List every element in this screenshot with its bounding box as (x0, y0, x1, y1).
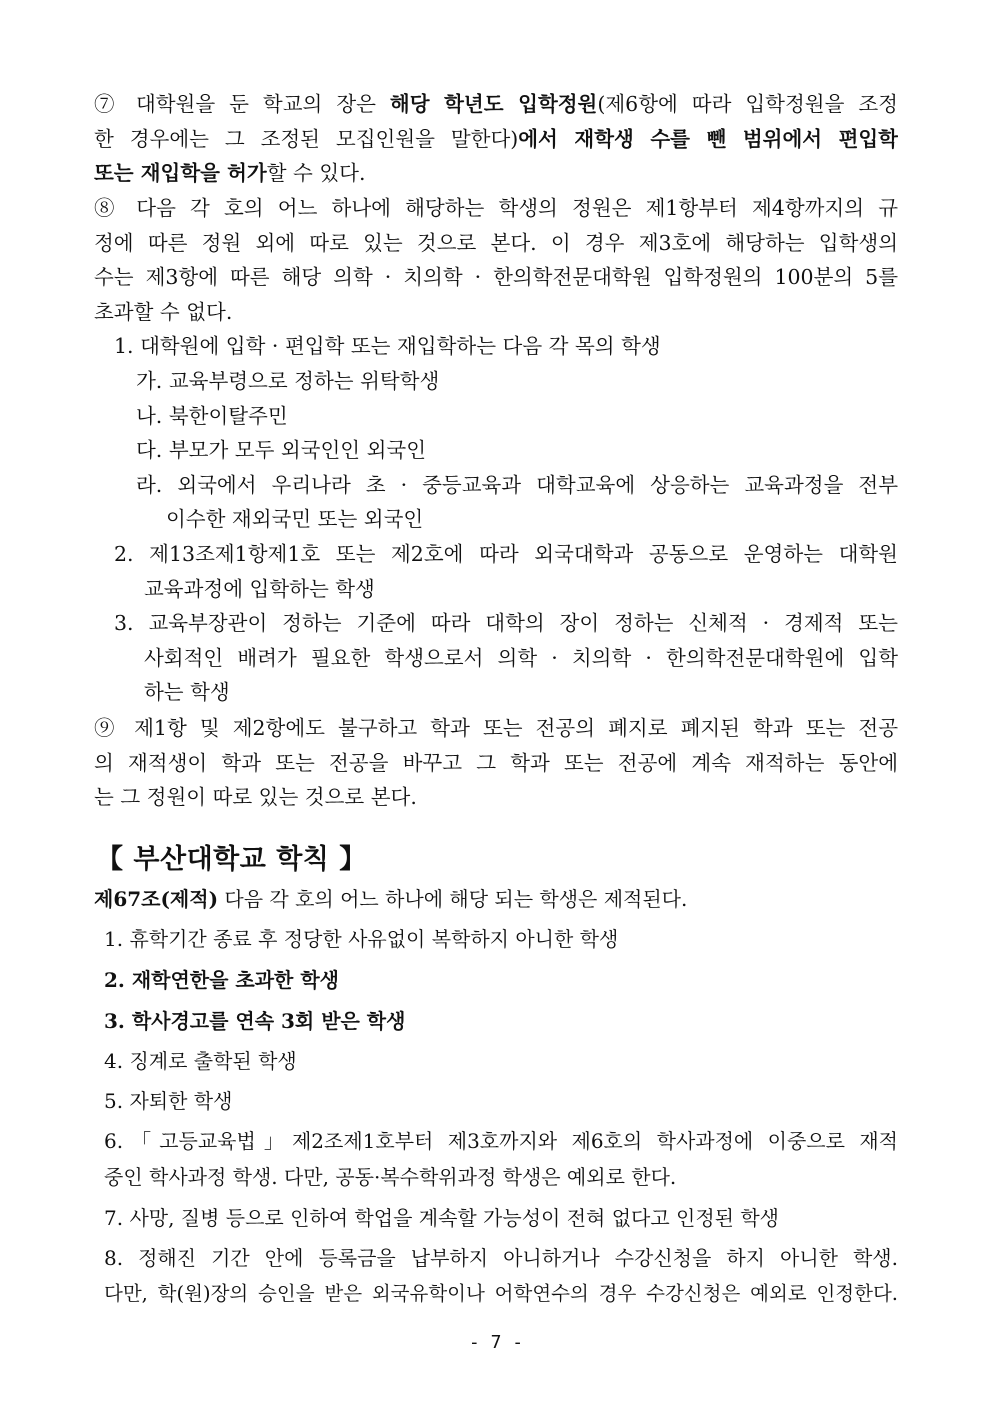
paragraph-8-line-1: ⑧ 다음 각 호의 어느 하나에 해당하는 학생의 정원은 제1항부터 제4항까지의 규 (94, 196, 898, 220)
article-item-7: 7. 사망, 질병 등으로 인하여 학업을 계속할 가능성이 전혀 없다고 인정된 학생 (104, 1206, 779, 1230)
article-item-4: 4. 징계로 출학된 학생 (104, 1049, 297, 1073)
article-item-2: 2. 재학연한을 초과한 학생 (104, 968, 339, 992)
paragraph-8 (94, 191, 898, 710)
paragraph-7-line-1: ⑦ 대학원을 둔 학교의 장은 해당 학년도 입학정원(제6항에 따라 입학정원을 조정 (94, 92, 898, 116)
paragraph-8-line-4: 초과할 수 없다. (94, 299, 233, 324)
article-item-5: 5. 자퇴한 학생 (104, 1089, 233, 1113)
article-item-6-line-1: 6.「고등교육법」제2조제1호부터 제3호까지와 제6호의 학사과정에 이중으로 재적 (104, 1129, 898, 1153)
list-item-3-line-1: 3. 교육부장관이 정하는 기준에 따라 대학의 장이 정하는 신체적 · 경제적 또는 (114, 611, 898, 636)
paragraph-9-line-2: 의 재적생이 학과 또는 전공을 바꾸고 그 학과 또는 전공에 계속 재적하는 동안에 (94, 750, 898, 775)
list-subitem-ra-line-2: 이수한 재외국민 또는 외국인 (166, 507, 424, 532)
article-item-3: 3. 학사경고를 연속 3회 받은 학생 (104, 1009, 406, 1033)
list-item-3-line-3: 하는 학생 (144, 680, 230, 705)
section-title: 【 부산대학교 학칙 】 (96, 844, 367, 875)
list-subitem-na: 나. 북한이탈주민 (136, 403, 288, 428)
paragraph-8-line-3: 수는 제3항에 따른 해당 의학 · 치의학 · 한의학전문대학원 입학정원의 100분의 5를 (94, 265, 898, 290)
article-item-8-line-1: 8. 정해진 기간 안에 등록금을 납부하지 아니하거나 수강신청을 하지 아니한 학생. (104, 1246, 898, 1270)
list-subitem-ga: 가. 교육부령으로 정하는 위탁학생 (136, 368, 440, 393)
article-item-6-line-2: 중인 학사과정 학생. 다만, 공동·복수학위과정 학생은 예외로 한다. (104, 1165, 677, 1189)
list-subitem-da: 다. 부모가 모두 외국인인 외국인 (136, 438, 427, 463)
emphasis-enrollment-range: 에서 재학생 수를 뺀 범위에서 편입학 (518, 126, 898, 151)
list-item-2-line-2: 교육과정에 입학하는 학생 (144, 576, 375, 601)
article-67-heading: 제67조(제적) (94, 887, 219, 911)
paragraph-7 (94, 87, 898, 191)
paragraph-7-line-3: 또는 재입학을 허가할 수 있다. (94, 161, 366, 186)
paragraph-7-line-2: 한 경우에는 그 조정된 모집인원을 말한다)에서 재학생 수를 뺀 범위에서 편입학 (94, 126, 898, 151)
emphasis-admission-quota: 해당 학년도 입학정원 (389, 92, 598, 116)
paragraph-9-line-1: ⑨ 제1항 및 제2항에도 불구하고 학과 또는 전공의 폐지로 폐지된 학과 또는 전공 (94, 716, 898, 740)
emphasis-readmission-permit: 또는 재입학을 허가 (94, 161, 267, 186)
article-67-intro: 다음 각 호의 어느 하나에 해당 되는 학생은 제적된다. (218, 887, 688, 911)
paragraph-8-line-2: 정에 따른 정원 외에 따로 있는 것으로 본다. 이 경우 제3호에 해당하는 입학생의 (94, 230, 898, 255)
paragraph-9-line-3: 는 그 정원이 따로 있는 것으로 본다. (94, 785, 417, 810)
article-67-heading-line (94, 882, 898, 916)
paragraph-9 (94, 711, 898, 815)
list-subitem-ra-line-1: 라. 외국에서 우리나라 초 · 중등교육과 대학교육에 상응하는 교육과정을 전부 (136, 472, 898, 497)
list-item-2-line-1: 2. 제13조제1항제1호 또는 제2호에 따라 외국대학과 공동으로 운영하는 대학원 (114, 541, 898, 566)
article-item-8-line-2: 다만, 학(원)장의 승인을 받은 외국유학이나 어학연수의 경우 수강신청은 예외로 인정한다. (104, 1282, 898, 1305)
list-item-1: 1. 대학원에 입학 · 편입학 또는 재입학하는 다음 각 목의 학생 (114, 334, 661, 359)
list-item-3-line-2: 사회적인 배려가 필요한 학생으로서 의학 · 치의학 · 한의학전문대학원에 입학 (144, 645, 898, 670)
page-number: - 7 - (468, 1332, 524, 1353)
article-item-1: 1. 휴학기간 종료 후 정당한 사유없이 복학하지 아니한 학생 (104, 927, 619, 951)
